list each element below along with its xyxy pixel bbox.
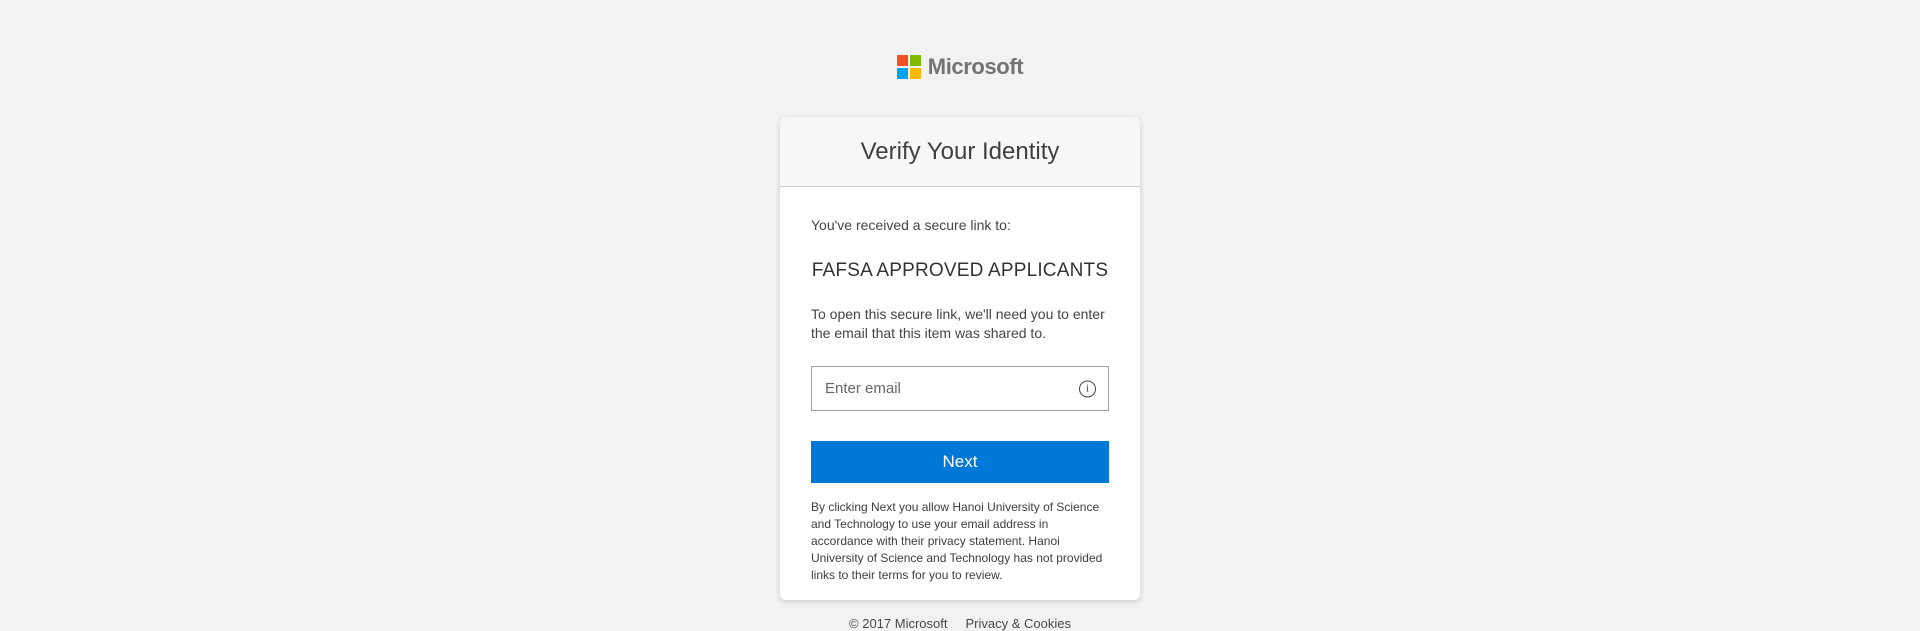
disclaimer-text: By clicking Next you allow Hanoi University of Science and Technology to use your email address in accordance with their privacy statement. Hanoi University of Science and Technology has not provided links to their terms for you to review. (811, 500, 1103, 582)
card-body (780, 187, 1140, 600)
info-icon[interactable]: i (1079, 380, 1096, 397)
email-input[interactable] (811, 366, 1109, 411)
logo-square-blue (897, 68, 908, 79)
verify-identity-card (780, 117, 1140, 600)
footer (0, 616, 1920, 631)
page-title: Verify Your Identity (860, 137, 1060, 165)
card-header (780, 117, 1140, 187)
logo-square-green (910, 55, 921, 66)
logo-square-yellow (910, 68, 921, 79)
microsoft-logo (0, 0, 1920, 80)
microsoft-wordmark: Microsoft (927, 54, 1024, 79)
logo-square-red (897, 55, 908, 66)
privacy-cookies-link[interactable]: Privacy & Cookies (965, 616, 1071, 631)
microsoft-logo-icon (897, 55, 921, 79)
next-button[interactable]: Next (811, 441, 1109, 483)
instruction-text: To open this secure link, we'll need you to enter the email that this item was shared to. (811, 306, 1105, 341)
intro-text: You've received a secure link to: (811, 217, 1011, 233)
shared-item-name: FAFSA APPROVED APPLICANTS (811, 260, 1109, 281)
copyright-text: © 2017 Microsoft (849, 616, 948, 631)
email-input-wrap (811, 366, 1109, 411)
